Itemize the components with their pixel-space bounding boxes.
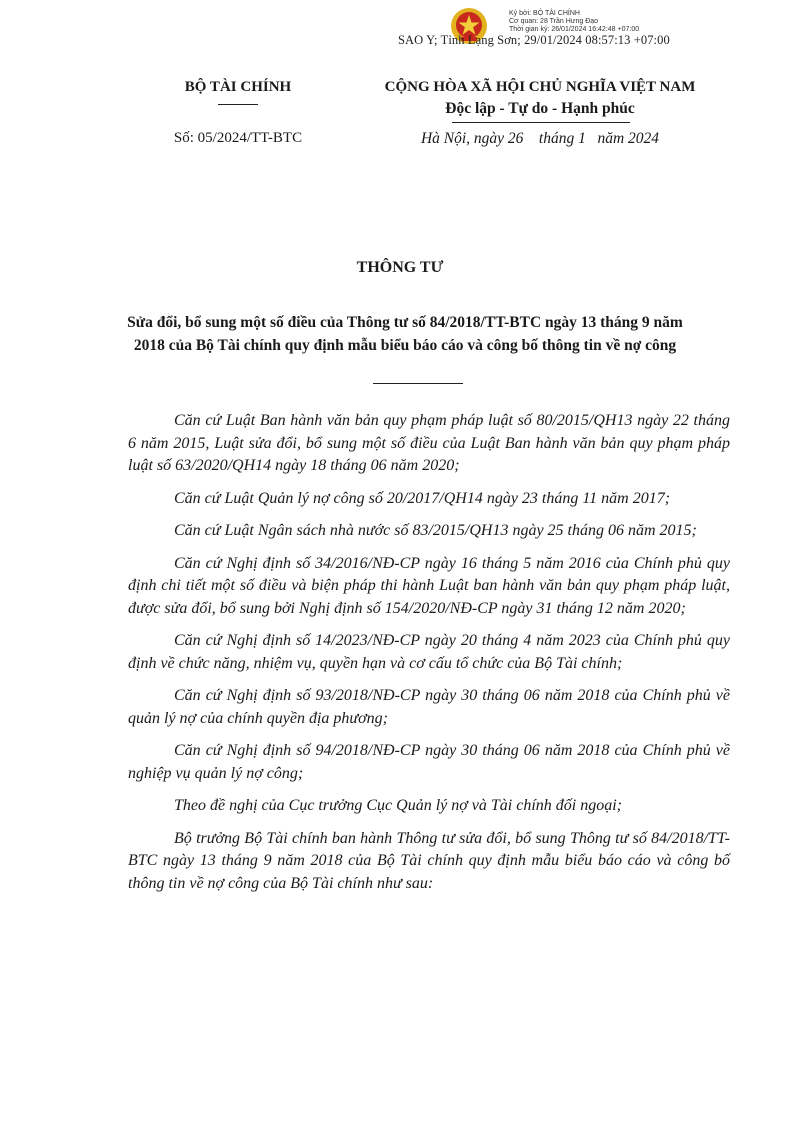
signature-agency: Cơ quan: 28 Trần Hưng Đạo (509, 18, 599, 25)
document-type-title: THÔNG TƯ (356, 259, 444, 276)
place-and-date: Hà Nội, ngày 26 tháng 1 năm 2024 (420, 130, 660, 147)
preamble-paragraph: Căn cứ Nghị định số 94/2018/NĐ-CP ngày 30 tháng 06 năm 2018 của Chính phủ về nghiệp vụ quản lý nợ công; (128, 742, 730, 782)
copy-certification: SAO Y; Tỉnh Lạng Sơn; 29/01/2024 08:57:13 +07:00 (398, 33, 670, 47)
subject-underline (373, 383, 463, 384)
motto-underline (452, 122, 630, 123)
nation-heading: CỘNG HÒA XÃ HỘI CHỦ NGHĨA VIỆT NAM (384, 79, 696, 95)
document-number: Số: 05/2024/TT-BTC (173, 130, 303, 146)
document-subject: Sửa đổi, bổ sung một số điều của Thông tư số 84/2018/TT-BTC ngày 13 tháng 9 năm 2018 của Bộ Tài chính quy định mẫu biểu báo cáo và công bố thông tin về nợ công (127, 314, 683, 354)
preamble-paragraph: Căn cứ Nghị định số 34/2016/NĐ-CP ngày 16 tháng 5 năm 2016 của Chính phủ quy định chi tiết một số điều và biện pháp thi hành Luật ban hành văn bản quy phạm pháp luật, được sửa đổi, bổ sung bởi Nghị định số 154/2020/NĐ-CP ngày 31 tháng 12 năm 2020; (128, 554, 730, 617)
preamble-paragraph: Căn cứ Nghị định số 14/2023/NĐ-CP ngày 20 tháng 4 năm 2023 của Chính phủ quy định về chức năng, nhiệm vụ, quyền hạn và cơ cấu tổ chức của Bộ Tài chính; (128, 632, 730, 672)
document-body (128, 410, 730, 905)
preamble-paragraph: Bộ trưởng Bộ Tài chính ban hành Thông tư sửa đổi, bổ sung Thông tư số 84/2018/TT-BTC ngày 13 tháng 9 năm 2018 của Bộ Tài chính quy định mẫu biểu báo cáo và công bố thông tin về nợ công của Bộ Tài chính như sau: (128, 829, 730, 892)
preamble-paragraph: Theo đề nghị của Cục trưởng Cục Quản lý nợ và Tài chính đối ngoại; (174, 797, 622, 814)
signature-signer: Ký bởi: BỘ TÀI CHÍNH (509, 10, 580, 17)
digital-signature-info (509, 10, 639, 34)
issuing-ministry: BỘ TÀI CHÍNH (184, 79, 292, 95)
preamble-paragraph: Căn cứ Luật Ngân sách nhà nước số 83/2015/QH13 ngày 25 tháng 06 năm 2015; (174, 522, 697, 539)
signature-time: Thời gian ký: 26/01/2024 16:42:48 +07:00 (509, 26, 640, 33)
ministry-underline (218, 104, 258, 105)
preamble-paragraph: Căn cứ Nghị định số 93/2018/NĐ-CP ngày 30 tháng 06 năm 2018 của Chính phủ về quản lý nợ của chính quyền địa phương; (128, 687, 730, 727)
preamble-paragraph: Căn cứ Luật Ban hành văn bản quy phạm pháp luật số 80/2015/QH13 ngày 22 tháng 6 năm 2015, Luật sửa đổi, bổ sung một số điều của Luật Ban hành văn bản quy phạm pháp luật số 63/2020/QH14 ngày 18 tháng 06 năm 2020; (128, 412, 730, 474)
national-motto: Độc lập - Tự do - Hạnh phúc (445, 100, 635, 117)
preamble-paragraph: Căn cứ Luật Quản lý nợ công số 20/2017/QH14 ngày 23 tháng 11 năm 2017; (174, 489, 671, 507)
